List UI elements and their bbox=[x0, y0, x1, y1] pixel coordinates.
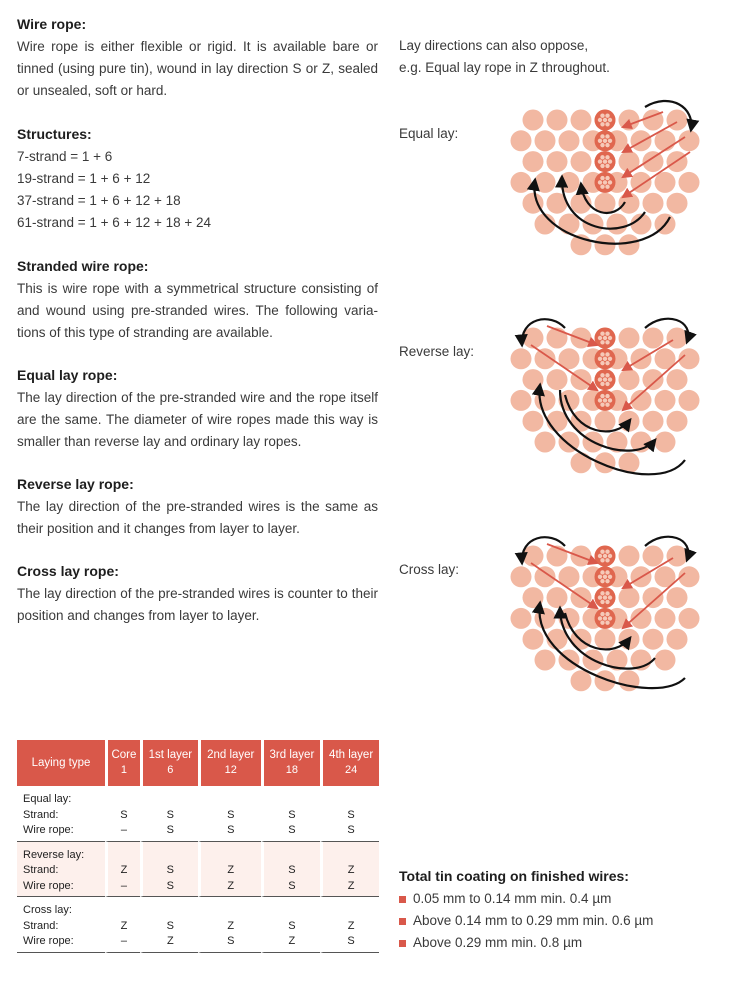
wire-dot bbox=[608, 377, 612, 381]
wire-dot bbox=[605, 373, 609, 377]
strand-circle bbox=[667, 587, 688, 608]
strand-circle bbox=[679, 172, 700, 193]
wire-dot bbox=[605, 155, 609, 159]
wire-dot bbox=[600, 403, 604, 407]
wire-dot bbox=[605, 591, 609, 595]
cross-lay-label: Cross lay: bbox=[399, 562, 460, 577]
wire-dot bbox=[600, 185, 604, 189]
wire-dot bbox=[608, 357, 612, 361]
strand-circle bbox=[655, 390, 676, 411]
strand-circle bbox=[535, 650, 556, 671]
wire-dot bbox=[600, 549, 604, 553]
tin-coating-section bbox=[399, 866, 653, 954]
bullet-square-icon bbox=[399, 896, 406, 903]
wire-dot bbox=[608, 398, 612, 402]
wire-rope-heading: Wire rope: bbox=[17, 16, 87, 32]
wire-dot bbox=[605, 164, 609, 168]
equal-lay-section bbox=[17, 365, 378, 453]
strand-circle bbox=[643, 369, 664, 390]
wire-dot bbox=[608, 139, 612, 143]
strand-circle bbox=[667, 328, 688, 349]
table-cell: S Z bbox=[140, 897, 198, 953]
reverse-lay-text: The lay direction of the pre-stranded wires is the same as their position and it changes from layer to layer. bbox=[17, 499, 378, 536]
strand-circle bbox=[535, 390, 556, 411]
wire-dot bbox=[600, 579, 604, 583]
wire-dot bbox=[600, 591, 604, 595]
wire-dot bbox=[603, 357, 607, 361]
wire-dot bbox=[608, 595, 612, 599]
strand-circle bbox=[571, 670, 592, 691]
reverse-lay-heading: Reverse lay rope: bbox=[17, 476, 134, 492]
strand-circle bbox=[511, 390, 532, 411]
strand-circle bbox=[679, 390, 700, 411]
wire-dot bbox=[605, 122, 609, 126]
structures-section bbox=[17, 124, 378, 234]
cross-lay-diagram bbox=[505, 528, 705, 718]
reverse-lay-section bbox=[17, 474, 378, 540]
wire-dot bbox=[608, 336, 612, 340]
wire-dot bbox=[600, 164, 604, 168]
strand-circle bbox=[535, 432, 556, 453]
bullet-square-icon bbox=[399, 918, 406, 925]
table-cell: S S bbox=[140, 842, 198, 898]
strand-circle bbox=[655, 608, 676, 629]
wire-dot bbox=[598, 554, 602, 558]
strand-circle bbox=[547, 369, 568, 390]
wire-dot bbox=[605, 621, 609, 625]
wire-dot bbox=[605, 394, 609, 398]
row-label: Cross lay: Strand: Wire rope: bbox=[17, 897, 105, 953]
table-cell: Z Z bbox=[198, 842, 261, 898]
wire-dot bbox=[608, 159, 612, 163]
wire-dot bbox=[603, 377, 607, 381]
wire-dot bbox=[605, 570, 609, 574]
strand-circle bbox=[619, 587, 640, 608]
strand-circle bbox=[619, 110, 640, 131]
table-cell: S Z bbox=[261, 897, 321, 953]
strand-circle bbox=[643, 328, 664, 349]
stranded-heading: Stranded wire rope: bbox=[17, 258, 149, 274]
strand-circle bbox=[535, 608, 556, 629]
wire-dot bbox=[598, 139, 602, 143]
wire-dot bbox=[600, 352, 604, 356]
wire-dot bbox=[598, 357, 602, 361]
wire-dot bbox=[608, 554, 612, 558]
wire-dot bbox=[605, 134, 609, 138]
strand-circle bbox=[643, 629, 664, 650]
wire-dot bbox=[605, 558, 609, 562]
wire-dot bbox=[605, 579, 609, 583]
reverse-lay-diagram bbox=[505, 310, 705, 500]
strand-circle bbox=[619, 328, 640, 349]
wire-dot bbox=[603, 554, 607, 558]
wire-dot bbox=[600, 340, 604, 344]
table-cell: S S bbox=[261, 842, 321, 898]
wire-dot bbox=[603, 616, 607, 620]
wire-dot bbox=[605, 382, 609, 386]
header-laying-type: Laying type bbox=[17, 740, 105, 786]
wire-dot bbox=[600, 394, 604, 398]
wire-dot bbox=[600, 570, 604, 574]
strand-circle bbox=[571, 452, 592, 473]
table-row-equal bbox=[17, 786, 379, 842]
wire-dot bbox=[598, 377, 602, 381]
strand-circle bbox=[619, 234, 640, 255]
wire-dot bbox=[605, 549, 609, 553]
cross-lay-heading: Cross lay rope: bbox=[17, 563, 119, 579]
wire-dot bbox=[605, 331, 609, 335]
structure-line: 37-strand = 1 + 6 + 12 + 18 bbox=[17, 193, 181, 208]
wire-dot bbox=[605, 340, 609, 344]
wire-dot bbox=[600, 600, 604, 604]
wire-rope-section bbox=[17, 14, 378, 102]
table-row-reverse bbox=[17, 842, 379, 898]
wire-dot bbox=[600, 558, 604, 562]
strand-circle bbox=[511, 608, 532, 629]
wire-dot bbox=[598, 616, 602, 620]
structure-line: 19-strand = 1 + 6 + 12 bbox=[17, 171, 151, 186]
strand-circle bbox=[667, 110, 688, 131]
strand-circle bbox=[535, 130, 556, 151]
wire-dot bbox=[605, 185, 609, 189]
wire-dot bbox=[603, 575, 607, 579]
wire-dot bbox=[603, 398, 607, 402]
strand-circle bbox=[547, 110, 568, 131]
strand-circle bbox=[571, 110, 592, 131]
strand-circle bbox=[559, 130, 580, 151]
strand-circle bbox=[511, 566, 532, 587]
equal-lay-text: The lay direction of the pre-stranded wire and the rope itself are the same. The diameter of wire ropes made this way is smaller than reverse lay and ordinary lay ropes. bbox=[17, 390, 378, 449]
cross-lay-section bbox=[17, 561, 378, 627]
table-cell: Z S bbox=[320, 897, 379, 953]
wire-dot bbox=[600, 155, 604, 159]
reverse-lay-label: Reverse lay: bbox=[399, 344, 475, 359]
header-layer-1: 1st layer 6 bbox=[140, 740, 198, 786]
tin-coating-heading: Total tin coating on finished wires: bbox=[399, 868, 629, 884]
lay-intro-line1: Lay directions can also oppose, bbox=[399, 38, 589, 53]
wire-dot bbox=[598, 118, 602, 122]
strand-circle bbox=[571, 151, 592, 172]
wire-dot bbox=[608, 616, 612, 620]
wire-dot bbox=[605, 143, 609, 147]
tin-coating-list bbox=[399, 888, 653, 954]
table-row-cross bbox=[17, 897, 379, 953]
table-cell: Z S bbox=[198, 897, 261, 953]
table-cell: S S bbox=[198, 786, 261, 842]
wire-dot bbox=[600, 612, 604, 616]
wire-dot bbox=[600, 382, 604, 386]
strand-circle bbox=[643, 546, 664, 567]
wire-dot bbox=[600, 621, 604, 625]
strand-circle bbox=[595, 629, 616, 650]
table-cell: Z – bbox=[105, 842, 140, 898]
strand-circle bbox=[523, 629, 544, 650]
strand-circle bbox=[523, 110, 544, 131]
wire-dot bbox=[598, 336, 602, 340]
wire-dot bbox=[605, 361, 609, 365]
wire-dot bbox=[598, 180, 602, 184]
bullet-square-icon bbox=[399, 940, 406, 947]
strand-circle bbox=[643, 411, 664, 432]
strand-circle bbox=[679, 608, 700, 629]
table-cell: Z Z bbox=[320, 842, 379, 898]
strand-circle bbox=[667, 193, 688, 214]
strand-circle bbox=[535, 172, 556, 193]
wire-dot bbox=[608, 180, 612, 184]
equal-lay-heading: Equal lay rope: bbox=[17, 367, 118, 383]
wire-dot bbox=[603, 139, 607, 143]
header-layer-2: 2nd layer 12 bbox=[198, 740, 261, 786]
wire-dot bbox=[605, 403, 609, 407]
strand-circle bbox=[619, 546, 640, 567]
wire-dot bbox=[603, 180, 607, 184]
strand-circle bbox=[607, 214, 628, 235]
laying-type-table bbox=[17, 740, 379, 953]
table-cell: Z – bbox=[105, 897, 140, 953]
row-label: Reverse lay: Strand: Wire rope: bbox=[17, 842, 105, 898]
table-cell: S S bbox=[320, 786, 379, 842]
strand-circle bbox=[595, 234, 616, 255]
wire-dot bbox=[605, 113, 609, 117]
equal-lay-label: Equal lay: bbox=[399, 126, 459, 141]
structures-heading: Structures: bbox=[17, 126, 92, 142]
strand-circle bbox=[595, 411, 616, 432]
row-label: Equal lay: Strand: Wire rope: bbox=[17, 786, 105, 842]
structure-line: 7-strand = 1 + 6 bbox=[17, 149, 113, 164]
strand-circle bbox=[643, 193, 664, 214]
cross-lay-text: The lay direction of the pre-stranded wires is counter to their position and changes from layer to layer. bbox=[17, 586, 378, 623]
strand-circle bbox=[619, 369, 640, 390]
strand-cluster bbox=[511, 110, 700, 256]
wire-dot bbox=[603, 336, 607, 340]
wire-dot bbox=[603, 118, 607, 122]
wire-dot bbox=[600, 113, 604, 117]
wire-dot bbox=[605, 612, 609, 616]
wire-dot bbox=[603, 595, 607, 599]
table-header-row bbox=[17, 740, 379, 786]
stranded-section bbox=[17, 256, 378, 344]
wire-dot bbox=[600, 176, 604, 180]
wire-dot bbox=[608, 118, 612, 122]
table-cell: S S bbox=[140, 786, 198, 842]
header-core: Core 1 bbox=[105, 740, 140, 786]
strand-circle bbox=[619, 193, 640, 214]
strand-circle bbox=[655, 172, 676, 193]
strand-circle bbox=[667, 369, 688, 390]
wire-dot bbox=[600, 361, 604, 365]
strand-circle bbox=[679, 130, 700, 151]
wire-dot bbox=[605, 176, 609, 180]
structure-line: 61-strand = 1 + 6 + 12 + 18 + 24 bbox=[17, 215, 212, 230]
wire-dot bbox=[600, 122, 604, 126]
strand-circle bbox=[667, 411, 688, 432]
strand-circle bbox=[511, 348, 532, 369]
wire-dot bbox=[600, 373, 604, 377]
strand-circle bbox=[667, 546, 688, 567]
strand-circle bbox=[655, 650, 676, 671]
lay-intro-line2: e.g. Equal lay rope in Z throughout. bbox=[399, 60, 610, 75]
strand-circle bbox=[511, 130, 532, 151]
strand-circle bbox=[583, 214, 604, 235]
strand-circle bbox=[523, 411, 544, 432]
strand-circle bbox=[523, 151, 544, 172]
wire-rope-text: Wire rope is either flexible or rigid. It is available bare or tinned (using pure tin), wound in lay direction S or Z, sealed or unsealed, soft or hard. bbox=[17, 39, 378, 98]
list-item: Above 0.14 mm to 0.29 mm min. 0.6 µm bbox=[399, 910, 653, 932]
table-cell: S – bbox=[105, 786, 140, 842]
wire-dot bbox=[598, 398, 602, 402]
strand-circle bbox=[547, 151, 568, 172]
header-layer-3: 3rd layer 18 bbox=[261, 740, 321, 786]
table-cell: S S bbox=[261, 786, 321, 842]
equal-lay-diagram bbox=[505, 92, 705, 282]
wire-dot bbox=[605, 600, 609, 604]
wire-dot bbox=[598, 595, 602, 599]
wire-dot bbox=[600, 143, 604, 147]
wire-dot bbox=[600, 331, 604, 335]
strand-circle bbox=[631, 130, 652, 151]
header-layer-4: 4th layer 24 bbox=[320, 740, 379, 786]
list-item: Above 0.29 mm min. 0.8 µm bbox=[399, 932, 653, 954]
strand-circle bbox=[655, 432, 676, 453]
stranded-text: This is wire rope with a symmetrical structure consisting of and wound using pre-stranded wires. The following varia-tions of this type of stranding are available. bbox=[17, 281, 378, 340]
strand-circle bbox=[667, 629, 688, 650]
wire-dot bbox=[608, 575, 612, 579]
strand-circle bbox=[511, 172, 532, 193]
wire-dot bbox=[598, 159, 602, 163]
wire-dot bbox=[603, 159, 607, 163]
wire-dot bbox=[600, 134, 604, 138]
strand-circle bbox=[643, 587, 664, 608]
list-item: 0.05 mm to 0.14 mm min. 0.4 µm bbox=[399, 888, 653, 910]
wire-dot bbox=[598, 575, 602, 579]
wire-dot bbox=[605, 352, 609, 356]
strand-circle bbox=[547, 587, 568, 608]
